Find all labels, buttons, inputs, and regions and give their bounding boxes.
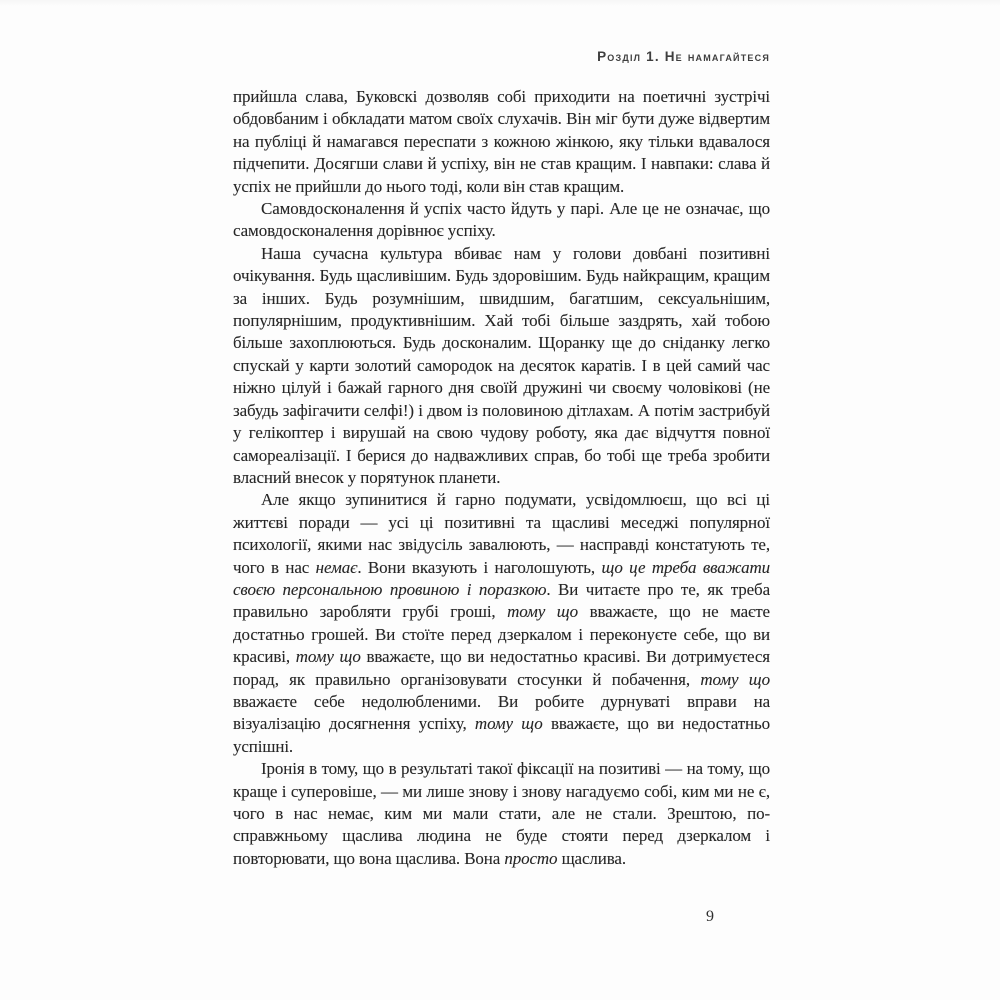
paragraph-segment: Але якщо зупинитися й гарно подумати, усвідомлюєш, що всі ці життєві поради — усі ці позитивні та щасливі меседжі популярної психології, якими нас звідусіль завалюють, — насправді констатують те, чого в нас bbox=[233, 490, 770, 577]
paragraph bbox=[233, 86, 770, 198]
paragraph-segment: Самовдосконалення й успіх часто йдуть у парі. Але це не означає, що самовдосконалення дорівнює успіху. bbox=[233, 199, 770, 241]
paragraph-segment: . Ви читаєте про те, як треба правильно заробляти грубі гроші, bbox=[233, 579, 770, 622]
paragraph bbox=[233, 489, 770, 758]
paragraph-segment: Іронія в тому, що в результаті такої фіксації на позитиві — на тому, що краще і суперовіше, — ми лише знову і знову нагадуємо собі, ким ми не є, чого в нас немає, ким ми мали стати, але не стали. Зрештою, по-справжньому щаслива людина не буде стояти перед дзеркалом і повторювати, що вона щаслива. Вона bbox=[233, 759, 770, 868]
paragraph-segment: вважаєте, що ви недостатньо успішні. bbox=[233, 714, 771, 756]
paragraph-segment-italic: просто bbox=[504, 848, 558, 868]
running-header: Розділ 1. Не намагайтеся bbox=[597, 49, 770, 64]
paragraph bbox=[233, 243, 770, 489]
page-number: 9 bbox=[706, 908, 714, 925]
paragraph-segment-italic: тому що bbox=[507, 602, 579, 622]
paragraph-segment: прийшла слава, Буковскі дозволяв собі приходити на поетичні зустрічі обдовбаним і обкладати матом своїх слухачів. Він міг бути дуже відвертим на публіці й намагався переспати з кожною жінкою, яку тільки вдавалося підчепити. Досягши слави й успіху, він не став кращим. І навпаки: слава й успіх не прийшли до нього тоді, коли він став кращим. bbox=[233, 87, 770, 196]
paragraph-segment-italic: тому що bbox=[474, 714, 543, 734]
paragraph bbox=[233, 758, 770, 870]
paragraph-segment-italic: що це треба вважати своєю персональною провиною і поразкою bbox=[233, 557, 770, 599]
paragraph-segment: Наша сучасна культура вбиває нам у голови довбані позитивні очікування. Будь щасливішим. Будь здоровішим. Будь найкращим, кращим за інших. Будь розумнішим, швидшим, багатшим, сексуальнішим, популярнішим, продуктивнішим. Хай тобі більше заздрять, хай тобою більше захоплюються. Будь досконалим. Щоранку ще до сніданку легко спускай у карти золотий самородок на десяток каратів. І в цей самий час ніжно цілуй і бажай гарного дня своїй дружині чи своєму чоловікові (не забудь зафігачити селфі!) і двом із половиною дітлахам. А потім застрибуй у гелікоптер і вирушай на свою чудову роботу, яка дає відчуття повної самореалізації. І берися до надважливих справ, бо тобі ще треба зробити власний внесок у порятунок планети. bbox=[233, 243, 770, 487]
paragraph-segment-italic: тому що bbox=[295, 647, 361, 667]
text-block bbox=[233, 86, 770, 870]
paragraph-segment: щаслива. bbox=[557, 848, 626, 868]
paragraph-segment-italic: немає bbox=[315, 557, 358, 577]
paragraph-segment: . Вони вказують і наголошують, bbox=[357, 557, 602, 577]
paragraph bbox=[233, 198, 770, 243]
paragraph-segment: вважаєте, що не маєте достатньо грошей. Ви стоїте перед дзеркалом і переконуєте себе, що ви красиві, bbox=[233, 602, 770, 667]
paragraph-segment: вважаєте, що ви недостатньо красиві. Ви дотримуєтеся порад, як правильно організовувати стосунки й побачення, bbox=[233, 647, 771, 689]
paragraph-segment: вважаєте себе недолюбленими. Ви робите дурнуваті вправи на візуалізацію досягнення успіху, bbox=[233, 691, 770, 734]
paragraph-segment-italic: тому що bbox=[700, 669, 770, 689]
